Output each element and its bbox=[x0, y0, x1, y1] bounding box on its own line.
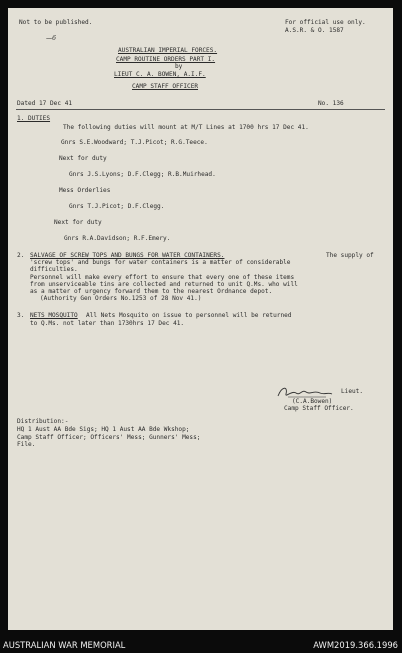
signature-rank: Lieut. bbox=[341, 388, 364, 395]
duty-line-a: Gnrs S.E.Woodward; T.J.Picot; R.G.Teece. bbox=[61, 139, 208, 146]
section3-number: 3. bbox=[17, 312, 25, 319]
section2-line: as a matter of urgency forward them to the nearest Ordnance depot. bbox=[30, 288, 273, 295]
distribution-line: HQ 1 Aust AA Bde Sigs; HQ 1 Aust AA Bde Wkshop; bbox=[17, 426, 190, 433]
header-divider bbox=[16, 109, 385, 110]
date-line: Dated 17 Dec 41 bbox=[17, 100, 73, 107]
officer-role: CAMP STAFF OFFICER bbox=[132, 83, 199, 90]
reference-number: A.S.R. & O. 1587 bbox=[285, 27, 344, 34]
handwritten-mark: —6 bbox=[46, 35, 56, 42]
section2-heading: SALVAGE OF SCREW TOPS AND BUNGS FOR WATER CONTAINERS. bbox=[30, 252, 225, 259]
section2-authority: (Authority Gen Orders No.1253 of 28 Nov 41.) bbox=[40, 295, 202, 302]
section2-line: The supply of bbox=[326, 252, 374, 259]
section1-heading: 1. DUTIES bbox=[17, 115, 51, 122]
section2-line: Personnel will make every effort to ensure that every one of these items bbox=[30, 274, 295, 281]
section1-intro: The following duties will mount at M/T Lines at 1700 hrs 17 Dec 41. bbox=[63, 124, 309, 131]
duty-line-d: Gnrs R.A.Davidson; R.F.Emery. bbox=[64, 235, 171, 242]
section3-line: All Nets Mosquito on issue to personnel will be returned bbox=[86, 312, 292, 319]
mess-orderlies-label: Mess Orderlies bbox=[59, 187, 111, 194]
section3-line: to Q.Ms. not later than 1730hrs 17 Dec 41. bbox=[30, 320, 185, 327]
document-page bbox=[8, 8, 393, 630]
force-title: AUSTRALIAN IMPERIAL FORCES. bbox=[118, 47, 218, 54]
distribution-heading: Distribution:- bbox=[17, 418, 69, 425]
next-duty-label-2: Next for duty bbox=[54, 219, 102, 226]
signature-name: (C.A.Bowen) bbox=[292, 398, 333, 405]
duty-line-c: Gnrs T.J.Picot; D.F.Clegg. bbox=[69, 203, 165, 210]
official-use-note: For official use only. bbox=[285, 19, 366, 26]
section3-heading: NETS MOSQUITO bbox=[30, 312, 78, 319]
orders-title: CAMP ROUTINE ORDERS PART I. bbox=[116, 56, 216, 63]
next-duty-label-1: Next for duty bbox=[59, 155, 107, 162]
distribution-line: File. bbox=[17, 441, 36, 448]
footer-institution: AUSTRALIAN WAR MEMORIAL bbox=[3, 640, 126, 650]
officer-name: LIEUT C. A. BOWEN, A.I.F. bbox=[114, 71, 206, 78]
signature-title: Camp Staff Officer. bbox=[284, 405, 354, 412]
footer-accession-number: AWM2019.366.1996 bbox=[313, 640, 398, 650]
distribution-line: Camp Staff Officer; Officers' Mess; Gunners' Mess; bbox=[17, 434, 201, 441]
by-label: by bbox=[175, 63, 183, 70]
section2-line: from unserviceable tins are collected and returned to unit Q.Ms. who will bbox=[30, 281, 298, 288]
section2-line: difficulties. bbox=[30, 266, 78, 273]
section2-line: 'screw tops' and bungs for water containers is a matter of considerable bbox=[30, 259, 291, 266]
archive-footer bbox=[0, 637, 402, 653]
section2-number: 2. bbox=[17, 252, 25, 259]
duty-line-b: Gnrs J.S.Lyons; D.F.Clegg; R.B.Muirhead. bbox=[69, 171, 216, 178]
order-number: No. 136 bbox=[318, 100, 344, 107]
not-published-note: Not to be published. bbox=[19, 19, 93, 26]
